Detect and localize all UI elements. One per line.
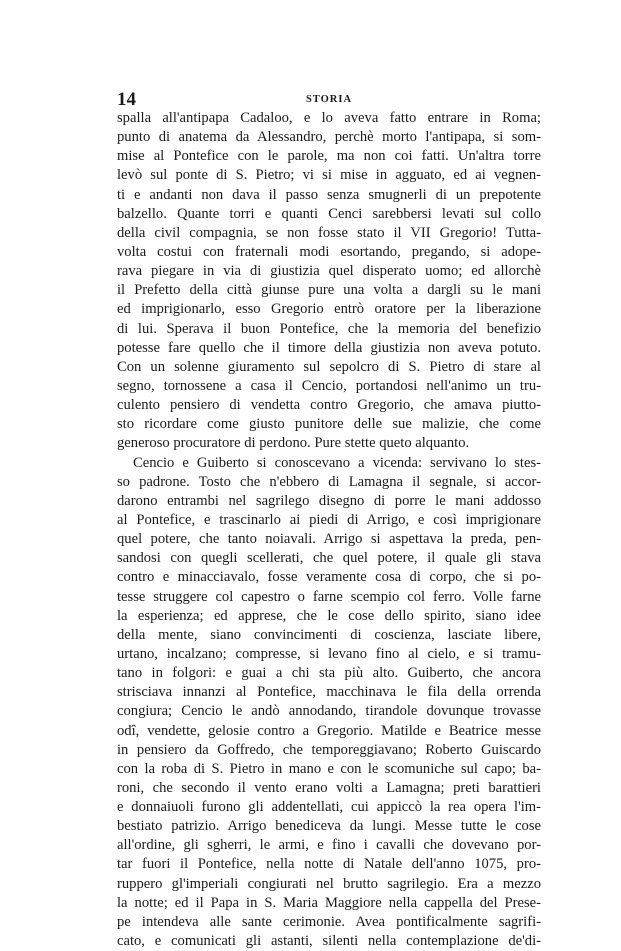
text-line: darono entrambi nel sagrilego disegno di porre le mani addosso xyxy=(117,492,541,509)
text-line: congiura; Cencio le andò annodando, tirandole dovunque trovasse xyxy=(117,703,541,720)
text-line: punto di anatema da Alessandro, perchè morto l'antipapa, si som- xyxy=(117,129,541,146)
text-line: urtano, incalzano; compresse, si levano fino al cielo, e si tramu- xyxy=(117,645,541,662)
text-line: segno, tornossene a casa il Cencio, portandosi nell'animo un tru- xyxy=(117,377,541,394)
text-line: potesse fare quello che il timore della giustizia non aveva potuto. xyxy=(117,339,541,356)
text-line: Con un solenne giuramento sul sepolcro di S. Pietro di stare al xyxy=(117,358,541,375)
text-line: quel potere, che tanto noiavali. Arrigo si aspettava la preda, pen- xyxy=(117,531,541,548)
text-line: contro e minacciavalo, fosse veramente cosa di corpo, che si po- xyxy=(117,569,541,586)
text-line: al Pontefice, e trascinarlo ai piedi di Arrigo, e così imprigionare xyxy=(117,511,541,528)
text-line: la notte; ed il Papa in S. Maria Maggiore nella cappella del Prese- xyxy=(117,894,541,911)
text-line: bestiato patrizio. Arrigo benediceva da lungi. Messe tutte le cose xyxy=(117,818,541,835)
text-line: levò sul ponte di S. Pietro; vi si mise in agguato, ed ai vegnen- xyxy=(117,167,541,184)
text-line: ruppero gl'imperiali congiurati nel brutto sagrilegio. Era a mezzo xyxy=(117,875,541,892)
text-line: mise al Pontefice con le parole, ma non coi fatti. Un'altra torre xyxy=(117,148,541,165)
text-line: di lui. Sperava il buon Pontefice, che la memoria del benefizio xyxy=(117,320,541,337)
text-line: cato, e comunicati gli astanti, silenti nella contemplazione de'di- xyxy=(117,933,541,950)
text-line: sandosi con quegli scellerati, che quel potere, il quale gli stava xyxy=(117,550,541,567)
text-line: strisciava innanzi al Pontefice, macchinava le fila della orrenda xyxy=(117,684,541,701)
text-line: tar fuori il Pontefice, nella notte di Natale dell'anno 1075, pro- xyxy=(117,856,541,873)
text-line: con la roba di S. Pietro in mano e con le scomuniche sul capo; ba- xyxy=(117,760,541,777)
text-line: rava piegare in via di giustizia quel disperato uomo; ed allorchè xyxy=(117,263,541,280)
text-line: Cencio e Guiberto si conoscevano a vicenda: servivano lo stes- xyxy=(133,454,541,471)
text-line: ti e andanti non dava il passo senza smugnerli di un prepotente xyxy=(117,186,541,203)
running-title: STORIA xyxy=(305,94,353,105)
text-line: in pensiero da Goffredo, che temporeggiavano; Roberto Guiscardo xyxy=(117,741,541,758)
text-line: all'ordine, gli sgherri, le armi, e fino i cavalli che dovevano por- xyxy=(117,837,541,854)
text-line: la esperienza; ed apprese, che le cose dello spirito, siano idee xyxy=(117,607,541,624)
page-number: 14 xyxy=(117,89,136,110)
text-line: roni, che secondo il vento erano volti a Lamagna; preti barattieri xyxy=(117,779,541,796)
text-line: balzello. Quante torri e quanti Cenci sarebbersi levati sul collo xyxy=(117,205,541,222)
text-line: e donnaiuoli furono gli addentellati, cui appiccò la rea opera l'im- xyxy=(117,799,541,816)
text-line: generoso procuratore di perdono. Pure stette queto alquanto. xyxy=(117,435,470,452)
text-line: pe intendeva alle sante cerimonie. Avea pontificalmente sagrifi- xyxy=(117,913,541,930)
text-line: spalla all'antipapa Cadaloo, e lo aveva fatto entrare in Roma; xyxy=(117,110,541,126)
text-line: volta costui con fraternali modi esortando, pregando, si adope- xyxy=(117,243,541,260)
text-line: ed imprigionarlo, esso Gregorio entrò oratore per la liberazione xyxy=(117,301,541,318)
text-line: culento pensiero di vendetta contro Gregorio, che amava piutto- xyxy=(117,397,541,414)
text-line: tesse struggere col capestro o farne scempio col ferro. Volle farne xyxy=(117,588,541,605)
text-line: so padrone. Tosto che n'ebbero di Lamagna il segnale, si accor- xyxy=(117,473,541,490)
text-line: odî, vendette, gelosie contro a Gregorio. Matilde e Beatrice messe xyxy=(117,722,541,739)
text-line: tano in folgori: e guai a chi sta più alto. Guiberto, che ancora xyxy=(117,665,541,682)
text-line: della mente, siano convincimenti di coscienza, lasciate libere, xyxy=(117,626,541,643)
text-line: sto ricordare come giusto punitore delle sue malizie, che come xyxy=(117,416,541,433)
text-line: della civil compagnia, se non fosse stato il VII Gregorio! Tutta- xyxy=(117,224,541,241)
body-text xyxy=(117,109,541,951)
text-line: il Prefetto della città giunse pure una volta a dargli su le mani xyxy=(117,282,541,299)
